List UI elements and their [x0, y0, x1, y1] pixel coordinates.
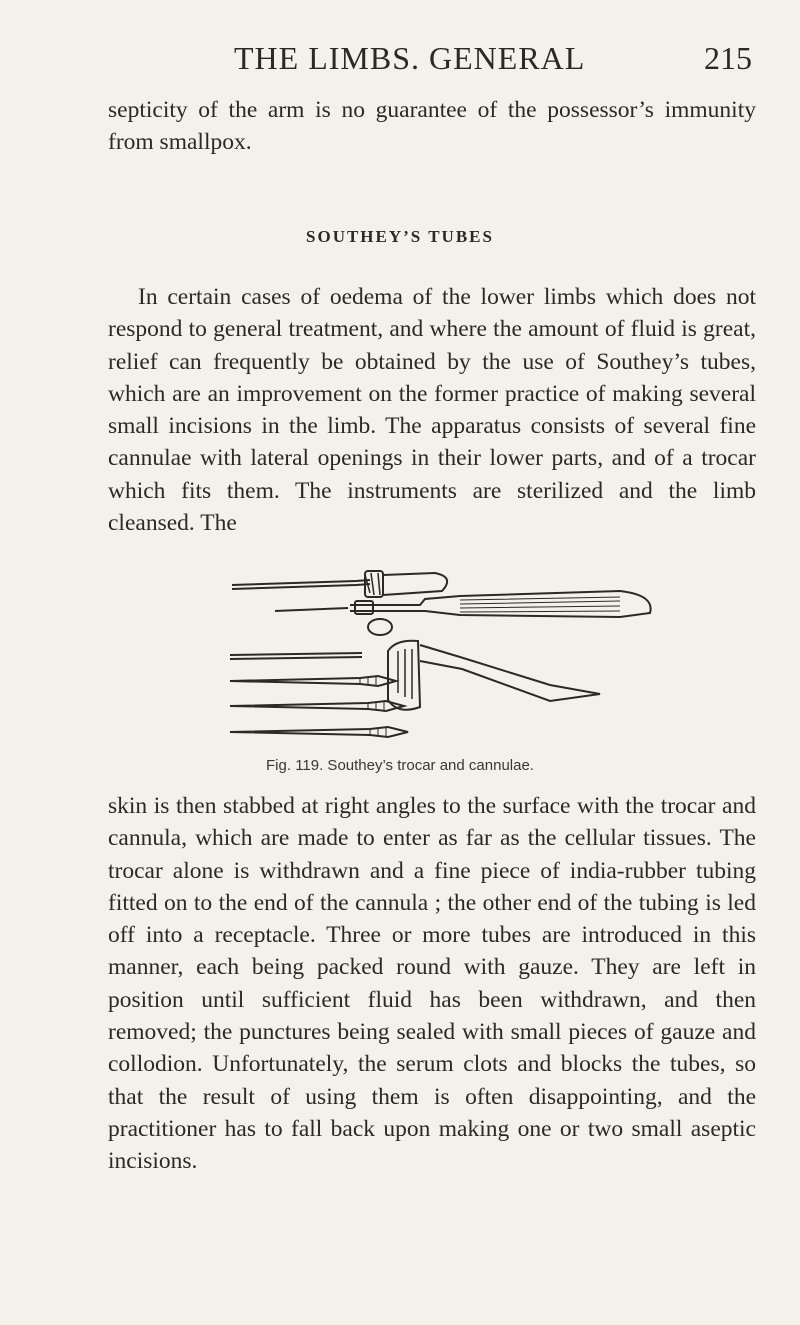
running-title: THE LIMBS. GENERAL: [234, 40, 586, 76]
paragraph-southeys-tubes-intro: In certain cases of oedema of the lower limbs which does not respond to general treatment, and where the amount of fluid is great, relief can frequently be obtained by the use of Southey’s tubes, which are an improvement on the former practice of making several small incisions in the limb. The apparatus consists of several fine cannulae with lateral openings in their lower parts, and of a trocar which fits them. The instruments are sterilized and the limb cleansed. The: [108, 284, 756, 537]
figure-caption: Fig. 119. Southey’s trocar and cannulae.: [266, 757, 534, 774]
cannulae-group: [230, 653, 408, 737]
section-heading: SOUTHEY’S TUBES: [306, 227, 494, 246]
fenestrated-tip: [388, 641, 600, 710]
cannula-handle: [275, 591, 651, 635]
paragraph-procedure: skin is then stabbed at right angles to the surface with the trocar and cannula, which are made to enter as far as the cellular tissues. The trocar alone is withdrawn and a fine piece of india-rubber tubing fitted on to the end of the cannula ; the other end of the tubing is led off into a receptacle. Three or more tubes are introduced in this manner, each being packed round with gauze. They are left in position until sufficient fluid has been withdrawn, and then removed; the punctures being sealed with small pieces of gauze and collodion. Unfortunately, the serum clots and blocks the tubes, so that the result of using them is often disappointing, and the practitioner has to fall back upon making one or two small aseptic incisions.: [108, 793, 756, 1175]
trocar-instrument: [232, 571, 447, 597]
page-number: 215: [704, 40, 752, 76]
trocar-cannulae-illustration: [200, 565, 700, 765]
paragraph-continuation: septicity of the arm is no guarantee of the possessor’s immunity from smallpox.: [108, 97, 756, 156]
running-head: [104, 40, 752, 80]
